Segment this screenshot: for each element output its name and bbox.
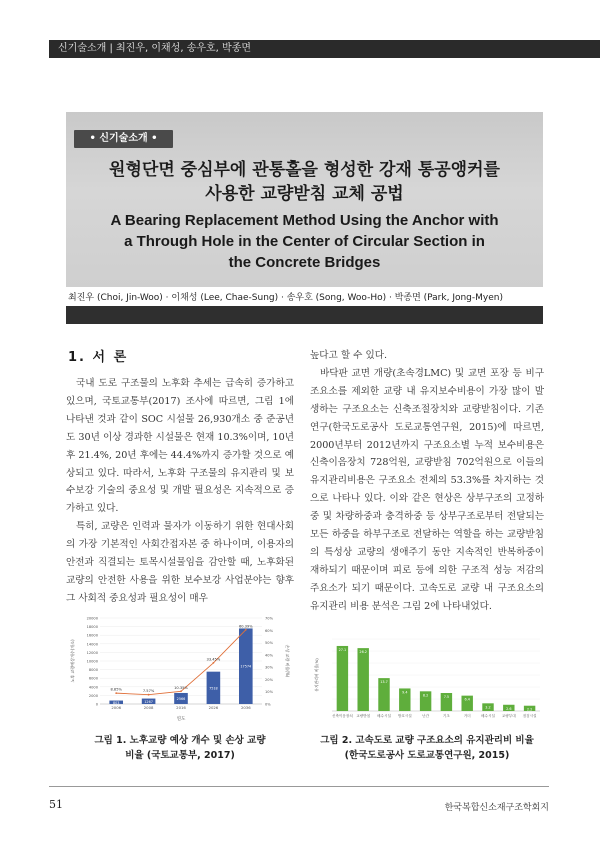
bar-value-label: 13.7 — [380, 680, 388, 685]
paragraph: 바닥판 교면 개량(초속경LMC) 및 교면 포장 등 비구조요소를 제외한 교량 내 유지보수비용이 가장 많이 발생하는 구조요소는 신축조절장치와 교량받침이다. 기존 연구(한국도로공사 도로교통연구원, 2015)에 따르면, 2000년부터 2012년까지 구조요소별 누적 보수비용은 신축이음장치 728억원, 교량받침 702억원으로 이들의 유지관리비용은 구조요소 전체의 53.3%를 차지하는 것으로 나타나 있다. 이와 같은 현상은 상부구조의 고정하중 및 차량하중과 충격하중 등 상부구조로부터 전달되는 모든 하중을 하부구조로 전달하는 역할을 하는 교량받침의 특성상 교량의 생애주기 동안 지속적인 반복하중이 재하되기 때문이며 피로 등에 의한 구조적 성능 저감의 주요소가 되기 때문이다. 고속도로 교량 내 구조요소의 유지관리 비용 분석은 그림 2에 나타내었다. — [310, 367, 544, 612]
bar-value-label: 1267 — [144, 699, 153, 704]
caption-line: 그림 1. 노후교량 예상 개수 및 손상 교량 — [94, 735, 266, 746]
caption-line: 비율 (국토교통부, 2017) — [125, 750, 235, 761]
bar-value-label: 2.2 — [526, 707, 533, 712]
x-tick-label: 기초 — [442, 714, 450, 718]
bar-value-label: 803 — [112, 700, 120, 705]
y2-tick-label: 70% — [265, 616, 273, 621]
y-tick-label: 0 — [95, 702, 98, 707]
english-title-line: A Bearing Replacement Method Using the Anchor with — [110, 212, 499, 229]
bar-value-label: 2.6 — [506, 706, 512, 711]
korean-title — [66, 158, 543, 206]
bar-value-label: 2566 — [176, 696, 186, 701]
x-tick-label: 2026 — [208, 705, 219, 710]
bar-value-label: 3.2 — [485, 705, 491, 710]
bar-value-label: 7.5 — [443, 695, 450, 699]
x-tick-label: 2036 — [240, 705, 251, 710]
paragraph: 높다고 할 수 있다. — [310, 350, 388, 361]
line-value-label: 10.35% — [174, 685, 188, 690]
running-header: 신기술소개 | 최진우, 이채성, 송우호, 박종면 — [58, 43, 252, 54]
x-tick-label: 거더 — [463, 714, 471, 718]
x-tick-label: 신축이음장치 — [331, 714, 353, 718]
x-tick-label: 난간 — [422, 714, 430, 718]
paragraph: 특히, 교량은 인력과 물자가 이동하기 위한 현대사회의 가장 기본적인 사회간접자본 중 하나이며, 이용자의 안전과 직결되는 토목시설물임을 감안할 때, 노후화된 교량의 안전한 사용을 위한 보수보강 사업분야는 향후 그 사회적 중요성과 필요성이 매우 — [66, 521, 294, 604]
y-tick-label: 16000 — [86, 633, 98, 638]
y-axis-label: 노후 교량예상개수(개소) — [70, 639, 75, 683]
x-tick-label: 점검시설 — [522, 714, 537, 718]
left-column — [66, 375, 294, 608]
x-tick-label: 교량부대 — [501, 714, 516, 718]
y2-axis-label: 손상 교량 비율(%) — [285, 644, 290, 678]
y-axis-label: 유지관리비 비율(%) — [314, 658, 319, 692]
bar — [357, 648, 368, 711]
figure-2-chart — [310, 635, 544, 725]
bar-value-label: 7518 — [209, 686, 218, 691]
paragraph: 국내 도로 구조물의 노후화 추세는 급속히 증가하고 있으며, 국토교통부(2017) 조사에 따르면, 그림 1에 나타낸 것과 같이 SOC 시설물 26,930개소 중 준공년도 30년 이상 경과한 시설물은 현재 10.3%이며, 10년 후 21.4%, 20년 후에는 44.4%까지 증가할 것으로 예상되고 있다. 따라서, 노후화 구조물의 유지관리 및 보수보강 기술의 중요성 및 개발 필요성은 지속적으로 증가하고 있다. — [66, 378, 294, 515]
line-point — [180, 690, 182, 692]
figure-1-chart — [66, 612, 294, 724]
x-tick-label: 2008 — [143, 705, 154, 710]
right-column — [310, 347, 544, 616]
section-title: 1. 서 론 — [68, 350, 129, 365]
bar-value-label: 17574 — [240, 664, 252, 669]
bar-value-label: 26.2 — [359, 650, 367, 655]
header — [0, 0, 600, 54]
korean-title-line: 사용한 교량받침 교체 공법 — [205, 184, 404, 204]
y-tick-label: 2000 — [88, 693, 98, 698]
footer-divider — [49, 786, 549, 787]
y2-tick-label: 50% — [265, 641, 273, 646]
page-number: 51 — [49, 798, 63, 811]
x-tick-label: 배수시설 — [377, 714, 391, 718]
y2-tick-label: 40% — [265, 653, 273, 658]
x-tick-label: 2016 — [176, 705, 186, 710]
x-tick-label: 교량받침 — [356, 714, 371, 718]
y-tick-label: 8000 — [88, 668, 98, 673]
y-tick-label: 14000 — [86, 642, 98, 647]
bar-value-label: 8.2 — [422, 693, 429, 698]
line-point — [115, 692, 117, 694]
y2-tick-label: 60% — [265, 628, 273, 633]
figure-1-caption — [66, 733, 294, 763]
line-point — [245, 629, 247, 631]
title-band — [66, 306, 543, 324]
section-badge: • 신기술소개 • — [74, 130, 173, 148]
line-value-label: 60.39% — [238, 624, 253, 629]
english-title-line: the Concrete Bridges — [228, 254, 381, 271]
line-value-label: 33.45% — [206, 657, 221, 662]
journal-name: 한국복합신소재구조학회지 — [444, 803, 549, 813]
y2-tick-label: 10% — [265, 690, 273, 695]
line-value-label: 7.57% — [142, 689, 155, 694]
korean-title-line: 원형단면 중심부에 관통홀을 형성한 강재 통공앵커를 — [109, 160, 500, 180]
x-axis-label: 연도 — [176, 717, 186, 722]
authors: 최진우 (Choi, Jin-Woo) · 이채성 (Lee, Chae-Sung) · 송우호 (Song, Woo-Ho) · 박종면 (Park, Jong-Myen) — [68, 293, 503, 303]
x-tick-label: 2006 — [111, 705, 122, 710]
figure-2-caption — [310, 733, 544, 763]
y2-tick-label: 20% — [265, 677, 273, 682]
x-tick-label: 배수시설 — [481, 714, 495, 718]
english-title — [66, 210, 543, 273]
y-tick-label: 12000 — [86, 650, 98, 655]
english-title-line: a Through Hole in the Center of Circular Section in — [124, 233, 485, 250]
y2-tick-label: 0% — [265, 702, 271, 707]
line-point — [213, 662, 215, 664]
caption-line: 그림 2. 고속도로 교량 구조요소의 유지관리비 비율 — [320, 735, 534, 746]
bar — [337, 646, 348, 711]
caption-line: (한국도로공사 도로교통연구원, 2015) — [344, 750, 510, 761]
bar-value-label: 27.1 — [338, 647, 347, 652]
bar-value-label: 6.4 — [464, 697, 470, 702]
y-tick-label: 4000 — [88, 685, 98, 690]
x-tick-label: 방호시설 — [397, 714, 412, 718]
y-tick-label: 6000 — [88, 676, 98, 681]
y-tick-label: 20000 — [86, 616, 98, 621]
y-tick-label: 18000 — [86, 625, 98, 630]
y-tick-label: 10000 — [86, 659, 98, 664]
bar-value-label: 9.4 — [402, 690, 408, 695]
line-value-label: 8.85% — [110, 687, 122, 692]
line-point — [148, 694, 150, 696]
y2-tick-label: 30% — [265, 665, 273, 670]
